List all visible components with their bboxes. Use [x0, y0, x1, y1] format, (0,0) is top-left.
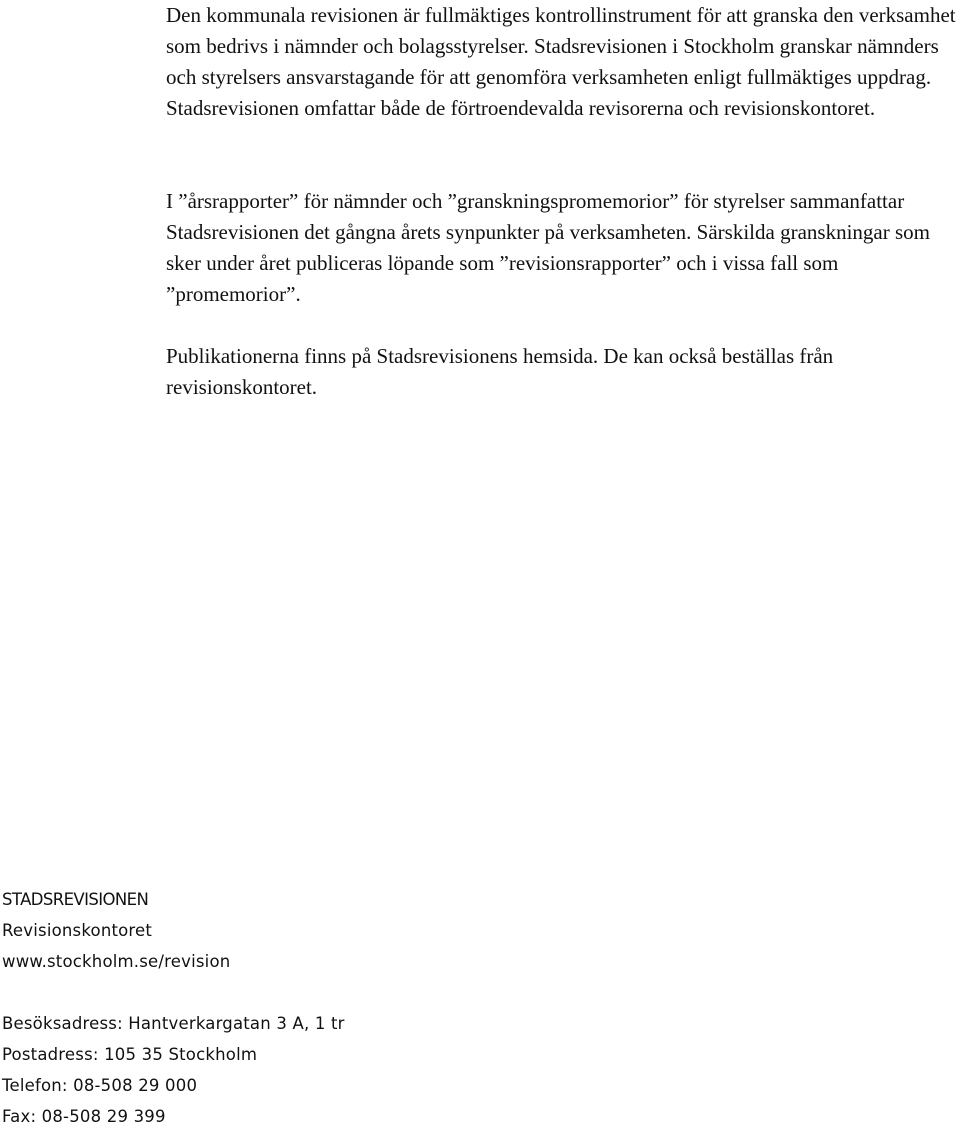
- visiting-address: Besöksadress: Hantverkargatan 3 A, 1 tr: [2, 1014, 345, 1033]
- paragraph-publications: Publikationerna finns på Stadsrevisionens hemsida. De kan också beställas från revisionskontoret.: [166, 344, 834, 399]
- department-name: Revisionskontoret: [2, 921, 153, 940]
- website-link[interactable]: www.stockholm.se/revision: [2, 952, 231, 971]
- paragraph-intro: Den kommunala revisionen är fullmäktiges kontrollinstrument för att granska den verksamhet som bedrivs i nämnder och bolagsstyrelser. Stadsrevisionen i Stockholm granskar nämnders och styrelsers ansvarstagande för att genomföra verksamheten enligt fullmäktiges uppdrag. Stadsrevisionen omfattar både de förtroendevalda revisorerna och revisionskontoret.: [166, 3, 956, 120]
- contact-footer: [2, 884, 345, 1132]
- postal-address: Postadress: 105 35 Stockholm: [2, 1045, 258, 1064]
- phone-number: Telefon: 08-508 29 000: [2, 1076, 198, 1095]
- fax-number: Fax: 08-508 29 399: [2, 1107, 166, 1126]
- org-name: STADSREVISIONEN: [2, 890, 149, 909]
- paragraph-reports: I ”årsrapporter” för nämnder och ”granskningspromemorior” för styrelser sammanfattar Stadsrevisionen det gångna årets synpunkter på verksamheten. Särskilda granskningar som sker under året publiceras löpande som ”revisionsrapporter” och i vissa fall som ”promemorior”.: [166, 189, 930, 306]
- footer-spacer: [2, 977, 345, 1008]
